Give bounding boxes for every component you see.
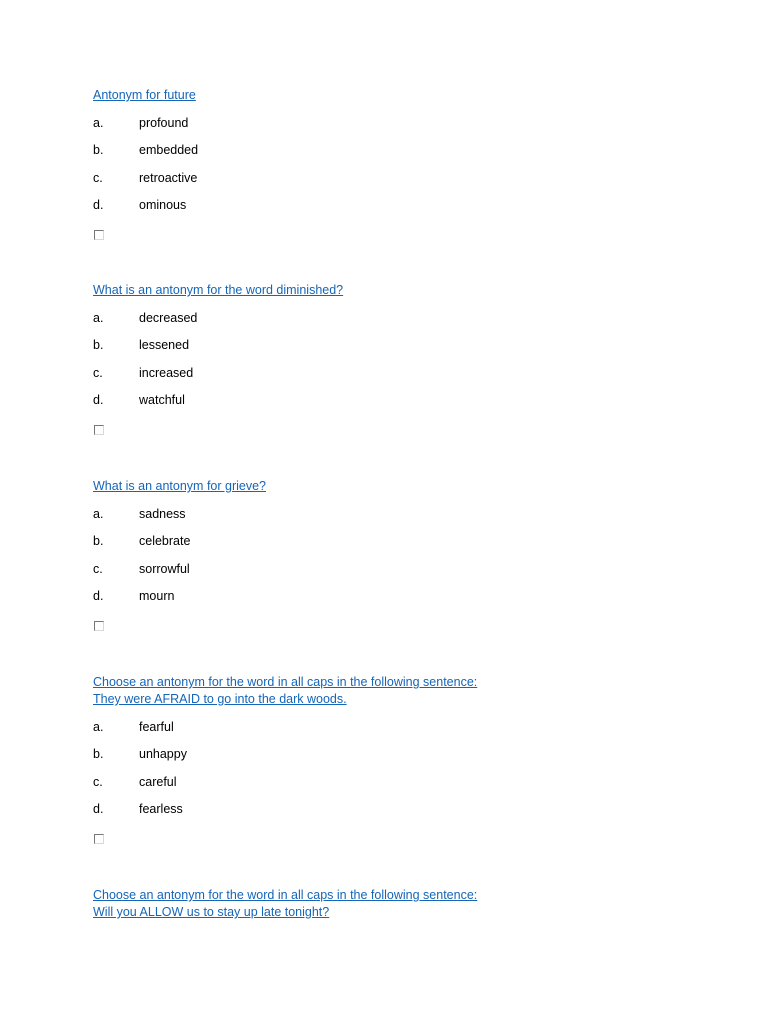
- question-prompt[interactable]: Choose an antonym for the word in all caps in the following sentence: Will you ALLOW us to stay up late tonight?: [93, 888, 478, 919]
- option-letter: c.: [93, 561, 103, 576]
- option-letter: c.: [93, 774, 103, 789]
- question-3: [93, 478, 533, 631]
- question-4: [93, 674, 533, 844]
- answer-option[interactable]: [93, 332, 533, 360]
- option-text: sadness: [139, 506, 186, 521]
- question-5: [93, 887, 533, 921]
- question-prompt[interactable]: What is an antonym for the word diminished?: [93, 283, 344, 297]
- option-letter: b.: [93, 143, 104, 158]
- option-letter: b.: [93, 534, 104, 549]
- option-letter: a.: [93, 506, 104, 521]
- question-prompt[interactable]: What is an antonym for grieve?: [93, 479, 266, 493]
- option-text: increased: [139, 365, 194, 380]
- answer-option[interactable]: [93, 500, 533, 528]
- answer-option[interactable]: [93, 304, 533, 332]
- question-prompt[interactable]: Choose an antonym for the word in all caps in the following sentence: They were AFRAID to go into the dark woods.: [93, 675, 478, 706]
- answer-option[interactable]: [93, 528, 533, 556]
- option-text: profound: [139, 115, 189, 130]
- option-text: fearful: [139, 719, 174, 734]
- option-text: watchful: [139, 393, 185, 408]
- answer-checkbox[interactable]: [94, 834, 104, 844]
- answer-checkbox[interactable]: [94, 425, 104, 435]
- option-letter: b.: [93, 747, 104, 762]
- option-text: careful: [139, 774, 177, 789]
- option-letter: d.: [93, 198, 104, 213]
- option-text: fearless: [139, 802, 183, 817]
- option-letter: b.: [93, 338, 104, 353]
- option-text: decreased: [139, 310, 198, 325]
- answer-option[interactable]: [93, 164, 533, 192]
- question-2: [93, 282, 533, 435]
- option-text: mourn: [139, 589, 175, 604]
- answer-option[interactable]: [93, 741, 533, 769]
- option-text: embedded: [139, 143, 199, 158]
- answer-option[interactable]: [93, 192, 533, 220]
- option-letter: d.: [93, 589, 104, 604]
- answer-options: [93, 713, 533, 823]
- option-letter: c.: [93, 365, 103, 380]
- option-text: lessened: [139, 338, 190, 353]
- answer-option[interactable]: [93, 768, 533, 796]
- answer-options: [93, 304, 533, 414]
- option-text: ominous: [139, 198, 187, 213]
- answer-options: [93, 500, 533, 610]
- answer-options: [93, 109, 533, 219]
- answer-checkbox[interactable]: [94, 230, 104, 240]
- option-letter: d.: [93, 802, 104, 817]
- option-letter: c.: [93, 170, 103, 185]
- answer-option[interactable]: [93, 555, 533, 583]
- option-text: unhappy: [139, 747, 187, 762]
- option-letter: d.: [93, 393, 104, 408]
- answer-option[interactable]: [93, 359, 533, 387]
- option-letter: a.: [93, 310, 104, 325]
- answer-checkbox[interactable]: [94, 621, 104, 631]
- answer-option[interactable]: [93, 109, 533, 137]
- option-letter: a.: [93, 115, 104, 130]
- answer-option[interactable]: [93, 796, 533, 824]
- option-letter: a.: [93, 719, 104, 734]
- answer-option[interactable]: [93, 713, 533, 741]
- question-prompt[interactable]: Antonym for future: [93, 88, 196, 102]
- option-text: retroactive: [139, 170, 198, 185]
- option-text: celebrate: [139, 534, 191, 549]
- option-text: sorrowful: [139, 561, 190, 576]
- answer-option[interactable]: [93, 387, 533, 415]
- question-1: [93, 87, 533, 240]
- answer-option[interactable]: [93, 137, 533, 165]
- answer-option[interactable]: [93, 583, 533, 611]
